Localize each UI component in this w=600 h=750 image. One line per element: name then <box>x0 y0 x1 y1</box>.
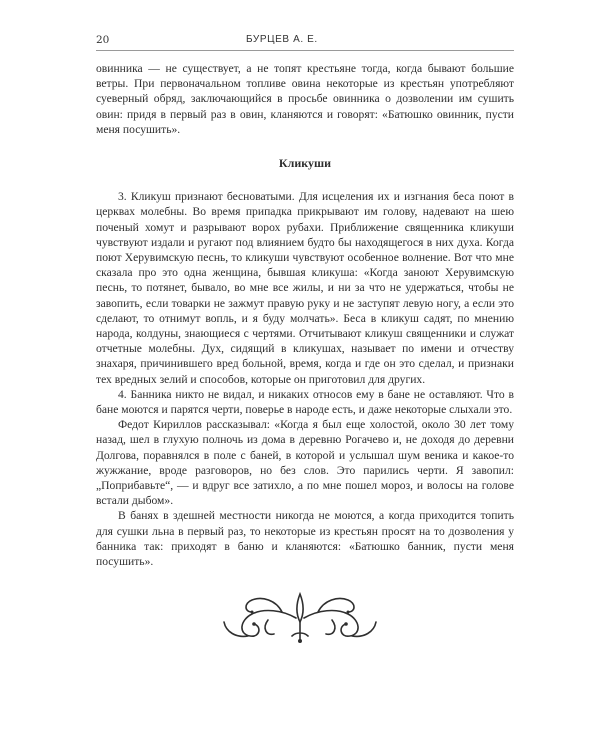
section-title: Кликуши <box>278 156 332 171</box>
paragraph-4: 4. Банника никто не видал, и никаких относов ему в бане не оставляют. Что в бане моются и парятся черти, поверье в народе есть, и даже некоторые слыхали это. <box>96 387 514 417</box>
floral-vignette-icon <box>218 588 382 646</box>
paragraph-bathhouse: В банях в здешней местности никогда не моются, а когда приходится топить для сушки льна в первый раз, то некоторые из крестьян просят на то дозволения у банника так: приходят в баню и кланяются: «Батюшко банник, пусти меня посушить». <box>96 509 514 569</box>
paragraph-fedot-story: Федот Кириллов рассказывал: «Когда я был еще холостой, около 30 лет тому назад, шел в глухую полночь из дома в деревню Рогачево и, не доходя до деревни Долгова, поравнялся в поле с баней, в которой и услышал шум веника и какое-то жужжание, вроде разговоров, но без слов. Это парились черти. Я завопил: „Поприбавьте“, — и вдруг все затихло, а по мне пошел мороз, и волосы на голове встали дыбом». <box>96 418 514 508</box>
paragraph-3: 3. Кликуш признают бесноватыми. Для исцеления их и изгнания беса поют в церквах молебны. Во время припадка прикрывают им голову, надевают на шею поченый хомут и разрывают ворох рубахи. Приближение священника кликуши чувствуют издали и ругают под влиянием будто бы находящегося в них духа. Когда поют Херувимскую песнь, то кликуши чувствуют особенное волнение. Вот что мне сказала про это одна женщина, бывшая кликуша: «Когда заноют Херувимскую песнь, то потянет, бывало, во мне все жилы, и ни за что не удержаться, чтобы не завопить, если товарки не зажмут правую руку и не заступят левую ногу, а если это сделают, то отнимут вопль, и я буду молчать». Беса в кликуш садят, по мнению народа, колдуны, знающиеся с чертями. Отчитывают кликуш священники и служат отчетные молебны. Дух, сидящий в кликушах, называет по имени и отчеству знахаря, причинившего вред больной, время, когда и где он это сделал, и признаки тех вредных зелий и способов, которые он приготовил для других. <box>96 190 514 386</box>
paragraph-intro: овинника — не существует, а не топят крестьяне тогда, когда бывают большие ветры. При первоначальном топливе овина некоторые из крестьян употребляют суеверный обряд, заключающийся в просьбе овинника о дозволении им сушить овин: придя в первый раз в овин, кланяются и говорят: «Батюшко овинник, пусти меня посушить». <box>96 62 514 136</box>
page-header <box>96 34 514 51</box>
running-head: БУРЦЕВ А. Е. <box>246 34 318 45</box>
body-text <box>96 61 514 569</box>
page-number: 20 <box>96 34 110 46</box>
